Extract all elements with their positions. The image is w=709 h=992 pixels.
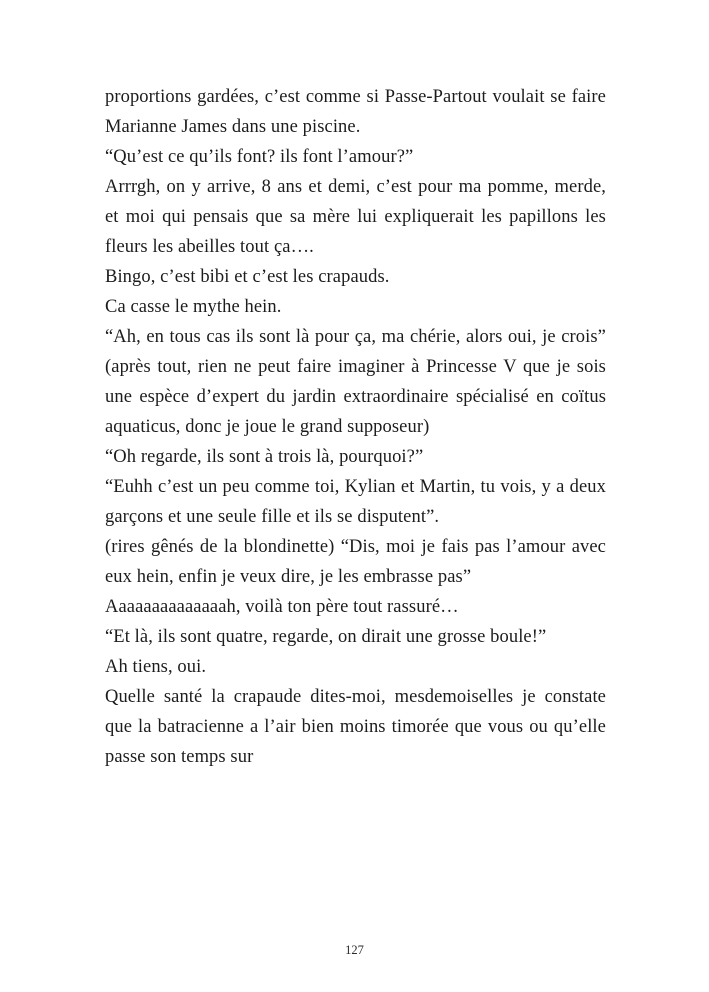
paragraph: Ah tiens, oui. [105,657,207,677]
paragraph: “Euhh c’est un peu comme toi, Kylian et Martin, tu vois, y a deux garçons et une seule fille et ils se disputent”. [105,477,606,527]
paragraph: Aaaaaaaaaaaaaah, voilà ton père tout rassuré… [105,597,459,617]
paragraph: Bingo, c’est bibi et c’est les crapauds. [105,267,390,287]
paragraph: “Oh regarde, ils sont à trois là, pourquoi?” [105,447,424,467]
paragraph: “Qu’est ce qu’ils font? ils font l’amour?” [105,147,414,167]
page-number: 127 [345,943,364,957]
paragraph: Quelle santé la crapaude dites-moi, mesdemoiselles je constate que la batracienne a l’air bien moins timorée que vous ou qu’elle passe son temps sur [105,687,606,767]
paragraph: Ca casse le mythe hein. [105,297,282,317]
paragraph: “Ah, en tous cas ils sont là pour ça, ma chérie, alors oui, je crois” (après tout, rien ne peut faire imaginer à Princesse V que je sois une espèce d’expert du jardin extraordinaire spécialisé en coïtus aquaticus, donc je joue le grand supposeur) [105,327,606,437]
text-block [105,82,606,772]
paragraph: “Et là, ils sont quatre, regarde, on dirait une grosse boule!” [105,627,547,647]
paragraph: Arrrgh, on y arrive, 8 ans et demi, c’est pour ma pomme, merde, et moi qui pensais que sa mère lui expliquerait les papillons les fleurs les abeilles tout ça…. [105,177,606,257]
paragraph: proportions gardées, c’est comme si Passe-Partout voulait se faire Marianne James dans une piscine. [105,87,606,137]
paragraph: (rires gênés de la blondinette) “Dis, moi je fais pas l’amour avec eux hein, enfin je veux dire, je les embrasse pas” [105,537,606,587]
